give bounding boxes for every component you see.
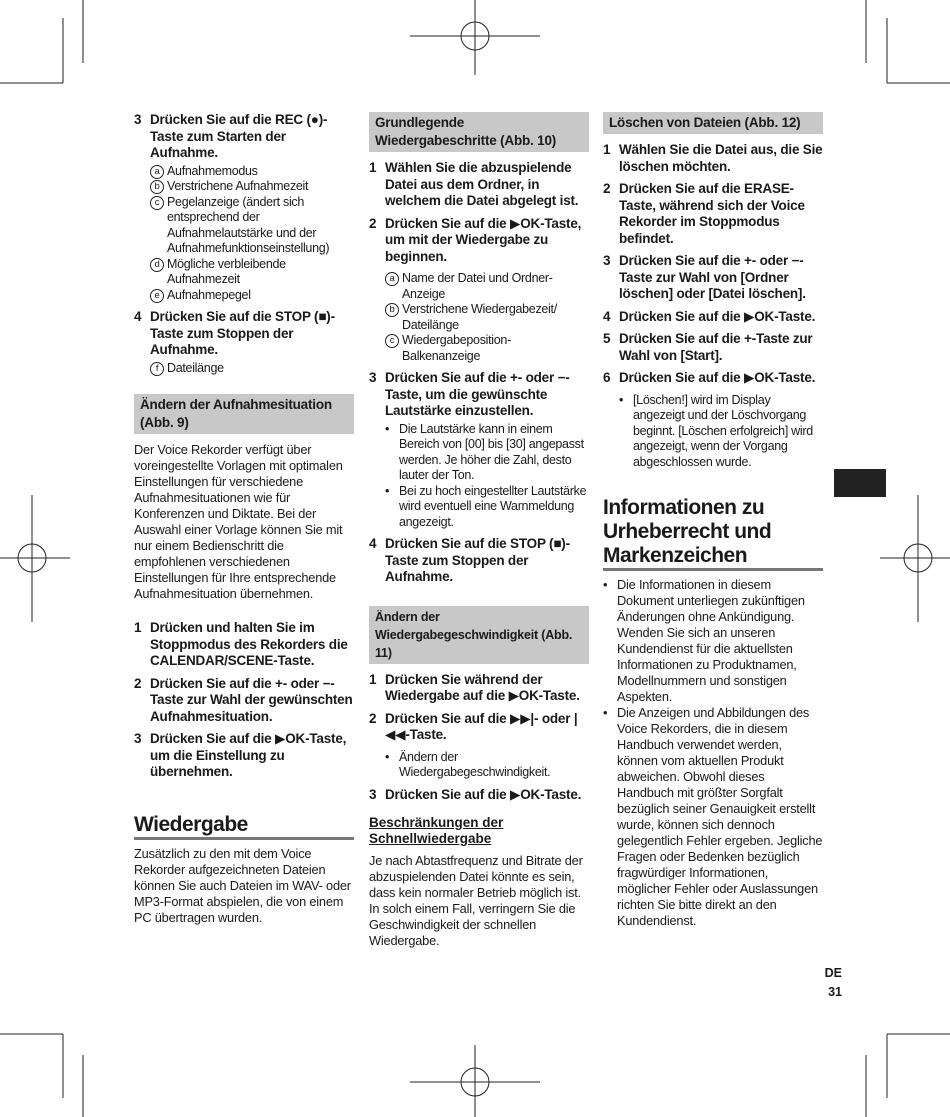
- bullet-text: Ändern der Wiedergabegeschwindigkeit.: [399, 749, 551, 779]
- step: [603, 142, 823, 175]
- step-number: 3: [603, 253, 611, 268]
- bullet-item: [603, 577, 823, 705]
- bullet-dot: •: [603, 705, 608, 720]
- paragraph: In solch einem Fall, verringern Sie die Geschwindigkeit der schnellen Wiedergabe.: [369, 901, 576, 948]
- page-language: DE: [824, 966, 842, 980]
- column-middle: [369, 112, 589, 949]
- step-number: 5: [603, 331, 611, 346]
- bullet-dot: •: [603, 577, 608, 592]
- step: [369, 672, 589, 705]
- section-heading: Ändern der Aufnahmesituation (Abb. 9): [134, 394, 354, 434]
- item-text: Aufnahmepegel: [167, 287, 251, 302]
- column-right: [603, 112, 823, 929]
- step-text: Drücken Sie auf die ERASE-Taste, während sich der Voice Rekorder im Stoppmodus befindet.: [619, 181, 805, 246]
- bullet-item: [619, 393, 823, 471]
- step-number: 1: [369, 160, 377, 175]
- step: [134, 731, 354, 781]
- bullet-dot: •: [385, 749, 390, 764]
- page-number: 31: [828, 985, 842, 999]
- sub-item: [150, 288, 354, 304]
- step-text: Drücken Sie während der Wiedergabe auf die ▶OK-Taste.: [385, 671, 580, 703]
- step-text: Drücken Sie auf die ▶▶|- oder |◀◀-Taste.: [385, 710, 578, 742]
- sub-item: [150, 164, 354, 180]
- step-number: 4: [369, 536, 377, 551]
- step-number: 3: [369, 370, 377, 385]
- step: [134, 620, 354, 670]
- step-number: 1: [134, 620, 142, 635]
- item-marker: a: [385, 272, 399, 286]
- step-text: Drücken Sie auf die ▶OK-Taste, um mit der Wiedergabe zu beginnen.: [385, 215, 582, 264]
- item-marker: c: [385, 334, 399, 348]
- section-title: Wiedergabe: [134, 813, 354, 840]
- step-text: Drücken Sie auf die STOP (■)-Taste zum Stoppen der Aufnahme.: [385, 536, 570, 584]
- step-number: 4: [134, 309, 142, 324]
- bullet-dot: •: [385, 421, 390, 436]
- paragraph: Je nach Abtastfrequenz und Bitrate der abzuspielenden Datei könnte es sein, dass kein normaler Betrieb möglich ist.: [369, 853, 583, 900]
- bullet-text: Die Anzeigen und Abbildungen des Voice Rekorders, die in diesem Handbuch verwendet werden, können vom aktuellen Produkt abweichen. Obwohl dieses Handbuch mit größter Sorgfalt bezüglich seiner Genauigkeit erstellt wurde, können sich dennoch gelegentlich Fehler ergeben. Jegliche Fragen oder Bedenken bezüglich fragwürdiger Informationen, möglicher Fehler oder Auslassungen richten Sie bitte direkt an den Kundendienst.: [617, 705, 823, 928]
- bullet-text: Die Informationen in diesem Dokument unterliegen zukünftigen Änderungen ohne Ankündigung. Wenden Sie sich an unseren Kundendienst für die aktuellsten Informationen zu Produktnamen, Modellnummern und sonstigen Aspekten.: [617, 577, 805, 704]
- sub-item: [150, 361, 354, 377]
- section-heading: Ändern der Wiedergabegeschwindigkeit (Abb. 11): [369, 606, 589, 664]
- step-text: Wählen Sie die Datei aus, die Sie löschen möchten.: [619, 142, 823, 174]
- chapter-tab-marker: [834, 469, 886, 497]
- step-text: Drücken Sie auf die ▶OK-Taste.: [385, 786, 582, 802]
- step-text: Drücken und halten Sie im Stoppmodus des Rekorders die CALENDAR/SCENE-Taste.: [150, 620, 348, 668]
- sub-item: [150, 195, 354, 257]
- item-marker: e: [150, 289, 164, 303]
- item-marker: b: [385, 303, 399, 317]
- item-text: Name der Datei und Ordner-Anzeige: [402, 271, 553, 301]
- step-number: 6: [603, 370, 611, 385]
- item-marker: a: [150, 165, 164, 179]
- section-body: Zusätzlich zu den mit dem Voice Rekorder aufgezeichneten Dateien können Sie auch Dateien im WAV- oder MP3-Format abspielen, die von einem PC übertragen wurden.: [134, 845, 351, 925]
- sub-item: [385, 271, 589, 302]
- bullet-item: [603, 705, 823, 929]
- bullet-text: [Löschen!] wird im Display angezeigt und der Löschvorgang beginnt. [Löschen erfolgreich] wird angezeigt, wenn der Vorgang abgeschlossen wurde.: [633, 392, 813, 469]
- item-text: Pegelanzeige (ändert sich entsprechend der Aufnahmelautstärke und der Aufnahmefunktionseinstellung): [167, 194, 330, 255]
- step: [134, 676, 354, 726]
- step: [603, 309, 823, 326]
- item-text: Dateilänge: [167, 360, 224, 375]
- item-text: Verstrichene Aufnahmezeit: [167, 179, 309, 193]
- item-marker: d: [150, 258, 164, 272]
- item-text: Wiedergabeposition-Balkenanzeige: [402, 333, 511, 363]
- step-text: Drücken Sie auf die +- oder −-Taste zur Wahl der gewünschten Aufnahmesituation.: [150, 675, 353, 724]
- step-number: 2: [134, 675, 142, 691]
- step: [134, 112, 354, 162]
- step: [369, 160, 589, 210]
- step-number: 3: [134, 112, 142, 127]
- step-number: 1: [369, 671, 377, 687]
- step-text: Drücken Sie auf die STOP (■)-Taste zum Stoppen der Aufnahme.: [150, 309, 335, 357]
- item-text: Mögliche verbleibende Aufnahmezeit: [167, 256, 286, 286]
- step: [603, 370, 823, 387]
- step: [369, 370, 589, 420]
- step: [369, 787, 589, 804]
- step-number: 2: [603, 181, 611, 196]
- bullet-dot: •: [619, 392, 624, 407]
- bullet-item: [385, 750, 589, 781]
- sub-item: [385, 333, 589, 364]
- step-number: 2: [369, 710, 377, 726]
- step-number: 4: [603, 308, 611, 324]
- sub-item: [385, 302, 589, 333]
- step-text: Drücken Sie auf die +-Taste zur Wahl von [Start].: [619, 331, 813, 363]
- step-text: Drücken Sie auf die +- oder −-Taste zur Wahl von [Ordner löschen] oder [Datei löschen].: [619, 253, 806, 301]
- item-marker: b: [150, 180, 164, 194]
- step-number: 3: [134, 731, 142, 746]
- section-title: Informationen zu Urheberrecht und Markenzeichen: [603, 496, 823, 571]
- step-text: Drücken Sie auf die ▶OK-Taste, um die Einstellung zu übernehmen.: [150, 731, 347, 779]
- item-marker: f: [150, 362, 164, 376]
- section-heading: Grundlegende Wiedergabeschritte (Abb. 10): [369, 112, 589, 152]
- step: [369, 216, 589, 266]
- column-left: [134, 112, 354, 926]
- subsection-title: Beschränkungen der Schnellwiedergabe: [369, 815, 504, 846]
- step-number: 1: [603, 142, 611, 157]
- step: [603, 181, 823, 247]
- step-text: Wählen Sie die abzuspielende Datei aus dem Ordner, in welchem die Datei abgelegt ist.: [385, 160, 579, 208]
- section-heading: Löschen von Dateien (Abb. 12): [603, 112, 823, 134]
- bullet-item: [385, 484, 589, 531]
- step: [603, 331, 823, 364]
- item-text: Verstrichene Wiedergabezeit/ Dateilänge: [402, 302, 557, 332]
- step: [134, 309, 354, 359]
- intro-paragraph: Der Voice Rekorder verfügt über voreingestellte Vorlagen mit optimalen Einstellungen für verschiedene Aufnahmesituationen wie für Konferenzen und Diktate. Bei der Auswahl einer Vorlage können Sie mit nur einem Bedienschritt die empfohlenen verschiedenen Einstellungen für Ihre entsprechende Aufnahmesituation übernehmen.: [134, 442, 343, 601]
- step-text: Drücken Sie auf die ▶OK-Taste.: [619, 308, 816, 324]
- step-number: 2: [369, 215, 377, 231]
- step-number: 3: [369, 786, 377, 802]
- step-text: Drücken Sie auf die +- oder −-Taste, um die gewünschte Lautstärke einzustellen.: [385, 370, 570, 418]
- bullet-text: Die Lautstärke kann in einem Bereich von [00] bis [30] angepasst werden. Je höher die Zahl, desto lauter der Ton.: [399, 421, 584, 482]
- item-marker: c: [150, 196, 164, 210]
- sub-item: [150, 257, 354, 288]
- item-text: Aufnahmemodus: [167, 163, 258, 178]
- bullet-text: Bei zu hoch eingestellter Lautstärke wird eventuell eine Warnmeldung angezeigt.: [399, 483, 587, 529]
- bullet-dot: •: [385, 483, 390, 498]
- bullet-item: [385, 422, 589, 484]
- sub-item: [150, 179, 354, 195]
- step-text: Drücken Sie auf die ▶OK-Taste.: [619, 370, 816, 385]
- step: [603, 253, 823, 303]
- step: [369, 536, 589, 586]
- step-text: Drücken Sie auf die REC (●)-Taste zum Starten der Aufnahme.: [150, 112, 328, 160]
- step: [369, 711, 589, 744]
